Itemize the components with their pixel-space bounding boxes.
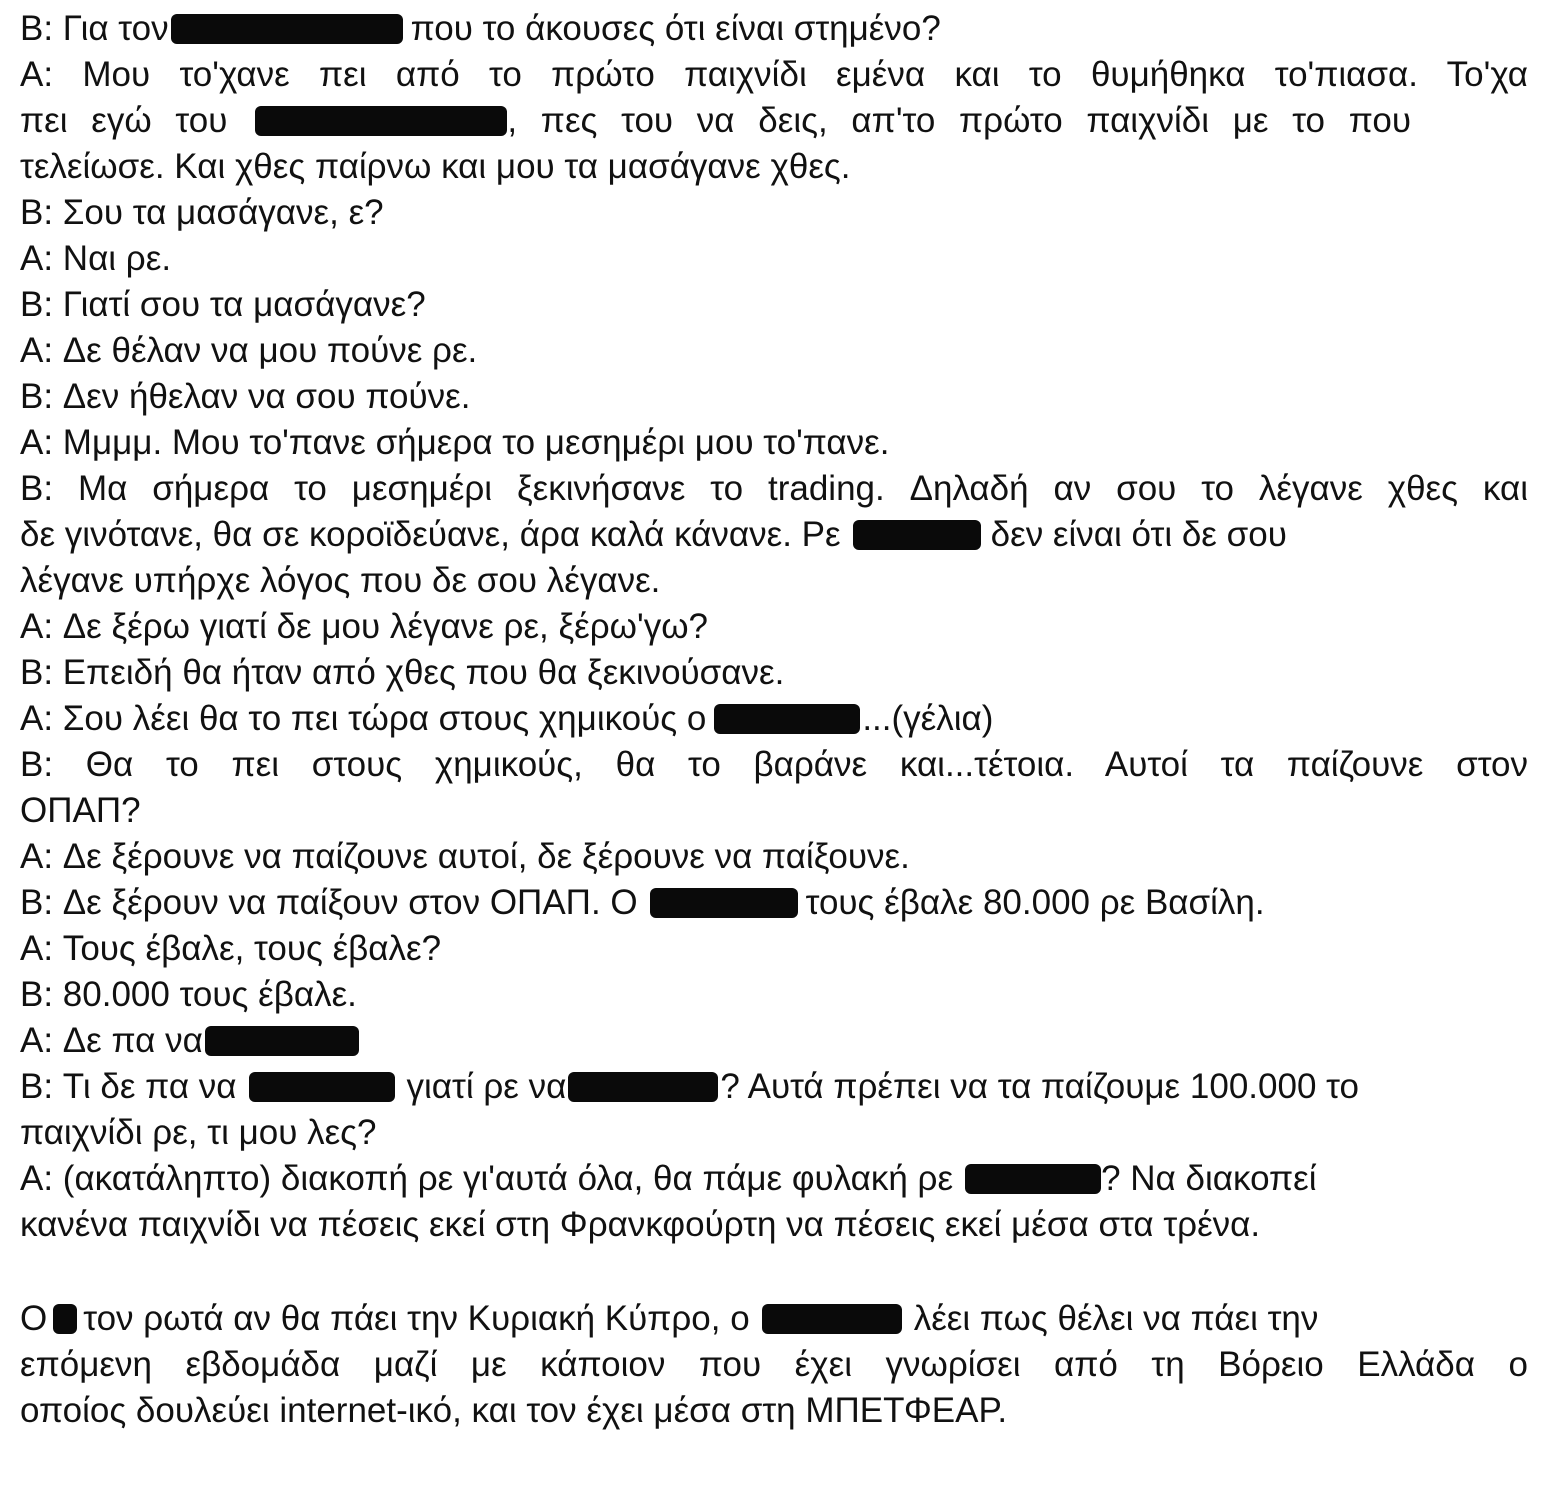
line-text: τον ρωτά αν θα πάει την Κυριακή Κύπρο, ο	[83, 1299, 750, 1338]
line-text: πει εγώ του	[20, 101, 228, 140]
summary-line: οποίος δουλεύει internet-ικό, και τον έχει μέσα στη ΜΠΕΤΦΕΑΡ.	[20, 1391, 1008, 1430]
transcript-line: A: Δε ξέρω γιατί δε μου λέγανε ρε, ξέρω'γω?	[20, 607, 708, 646]
transcript-line: B: Επειδή θα ήταν από χθες που θα ξεκινούσανε.	[20, 653, 785, 692]
line-text: δε γινότανε, θα σε κοροϊδεύανε, άρα καλά κάνανε. Ρε	[20, 515, 841, 554]
redaction-bar	[568, 1072, 718, 1102]
redaction-bar	[255, 106, 507, 136]
redaction-bar	[171, 14, 403, 44]
transcript-line: A: Ναι ρε.	[20, 239, 172, 278]
summary-line	[20, 1296, 1528, 1342]
line-text: A: Σου λέει θα το πει τώρα στους χημικούς ο	[20, 699, 707, 738]
redaction-bar	[249, 1072, 395, 1102]
transcript-line	[20, 1018, 1528, 1064]
line-text: ...(γέλια)	[862, 699, 994, 738]
redaction-bar	[714, 704, 860, 734]
line-text: Ο	[20, 1299, 48, 1338]
transcript-line: B: 80.000 τους έβαλε.	[20, 975, 357, 1014]
line-text: B: Τι δε πα να	[20, 1067, 237, 1106]
transcript-line: τελείωσε. Και χθες παίρνω και μου τα μασάγανε χθες.	[20, 147, 851, 186]
transcript-line	[20, 1156, 1528, 1202]
transcript-line: A: Μμμμ. Μου το'πανε σήμερα το μεσημέρι μου το'πανε.	[20, 423, 890, 462]
transcript-line	[20, 696, 1528, 742]
line-text: A: (ακατάληπτο) διακοπή ρε γι'αυτά όλα, θα πάμε φυλακή ρε	[20, 1159, 954, 1198]
line-text: ? Να διακοπεί	[1101, 1159, 1317, 1198]
line-text: ? Αυτά πρέπει να τα παίζουμε 100.000 το	[720, 1067, 1359, 1106]
line-text: B: Για τον	[20, 9, 169, 48]
redaction-bar	[650, 888, 798, 918]
transcript-line: B: Δεν ήθελαν να σου πούνε.	[20, 377, 471, 416]
redaction-bar	[762, 1304, 902, 1334]
transcript-line	[20, 98, 1528, 144]
summary-line: επόμενη εβδομάδα μαζί με κάποιον που έχει γνωρίσει από τη Βόρειο Ελλάδα ο	[20, 1345, 1528, 1384]
line-text: λέει πως θέλει να πάει την	[913, 1299, 1319, 1338]
transcript-line: λέγανε υπήρχε λόγος που δε σου λέγανε.	[20, 561, 661, 600]
line-text: , πες του να δεις, απ'το πρώτο παιχνίδι με το που	[507, 101, 1411, 140]
redaction-bar	[205, 1026, 359, 1056]
line-text: γιατί ρε να	[406, 1067, 567, 1106]
transcript-line	[20, 1064, 1528, 1110]
transcript-line: παιχνίδι ρε, τι μου λες?	[20, 1113, 377, 1152]
transcript-line: B: Σου τα μασάγανε, ε?	[20, 193, 384, 232]
transcript-line: A: Δε ξέρουνε να παίζουνε αυτοί, δε ξέρουνε να παίξουνε.	[20, 837, 910, 876]
transcript-line: A: Μου το'χανε πει από το πρώτο παιχνίδι εμένα και το θυμήθηκα το'πιασα. Το'χα	[20, 55, 1528, 94]
transcript-line	[20, 512, 1528, 558]
transcript-line: A: Δε θέλαν να μου πούνε ρε.	[20, 331, 478, 370]
redaction-bar	[965, 1164, 1101, 1194]
transcript-line: B: Γιατί σου τα μασάγανε?	[20, 285, 426, 324]
transcript-line: κανένα παιχνίδι να πέσεις εκεί στη Φρανκφούρτη να πέσεις εκεί μέσα στα τρένα.	[20, 1205, 1261, 1244]
redaction-bar	[853, 520, 981, 550]
line-text: τους έβαλε 80.000 ρε Βασίλη.	[805, 883, 1265, 922]
line-text: που το άκουσες ότι είναι στημένο?	[410, 9, 941, 48]
transcript-line	[20, 880, 1528, 926]
transcript-line	[20, 6, 1528, 52]
transcript-line: ΟΠΑΠ?	[20, 791, 141, 830]
transcript-line: A: Τους έβαλε, τους έβαλε?	[20, 929, 442, 968]
line-text: B: Δε ξέρουν να παίξουν στον ΟΠΑΠ. Ο	[20, 883, 638, 922]
line-text: δεν είναι ότι δε σου	[990, 515, 1287, 554]
transcript-line: B: Μα σήμερα το μεσημέρι ξεκινήσανε το trading. Δηλαδή αν σου το λέγανε χθες και	[20, 469, 1528, 508]
line-text: A: Δε πα να	[20, 1021, 203, 1060]
redaction-bar	[53, 1304, 77, 1334]
transcript-line: B: Θα το πει στους χημικούς, θα το βαράνε και...τέτοια. Αυτοί τα παίζουνε στον	[20, 745, 1528, 784]
